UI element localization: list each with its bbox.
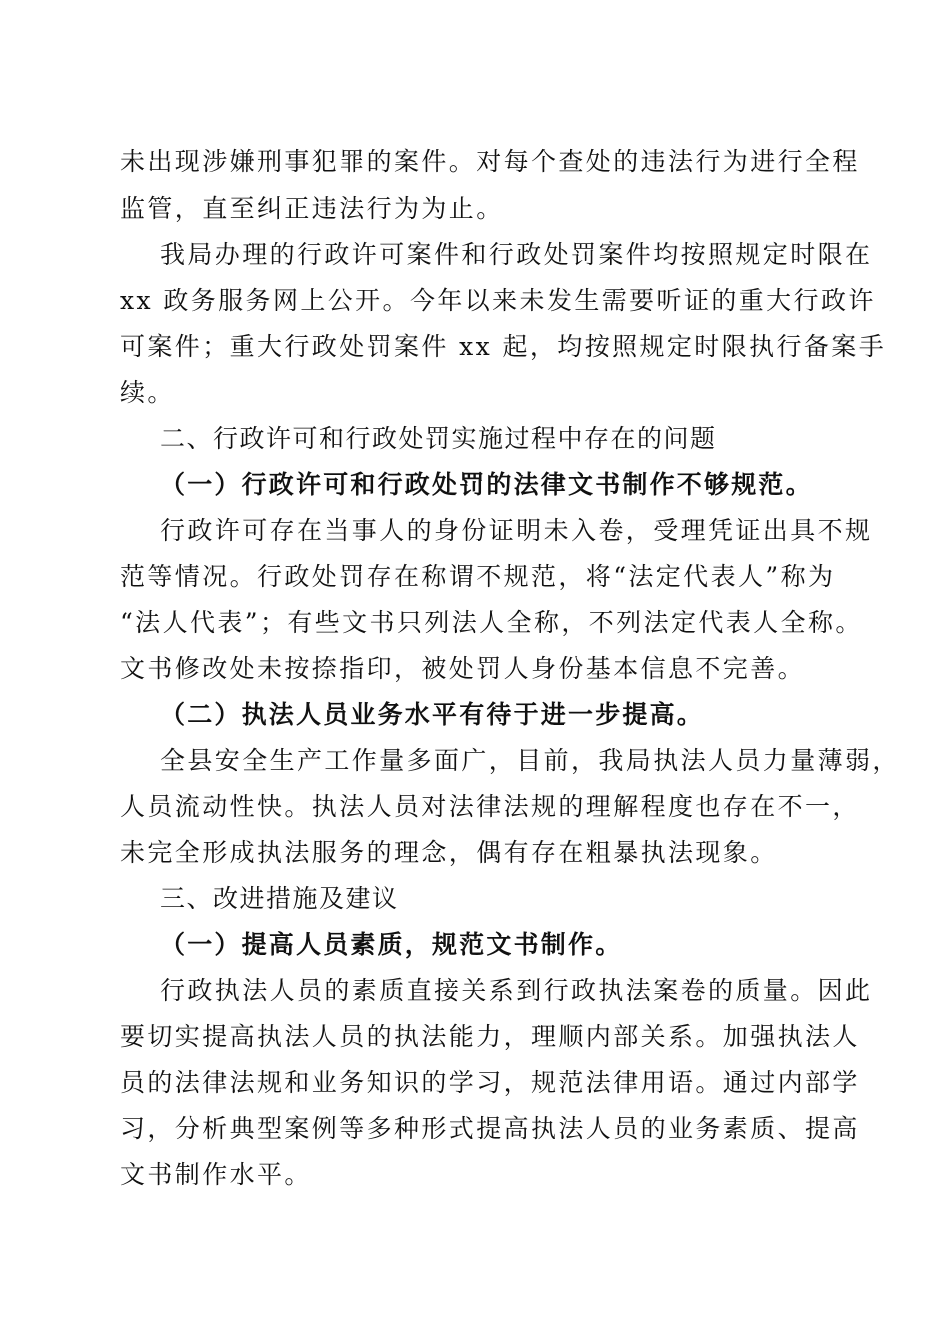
paragraph-line: 未出现涉嫌刑事犯罪的案件。对每个查处的违法行为进行全程 [120, 147, 860, 176]
subsection-heading: （一）行政许可和行政处罚的法律文书制作不够规范。 [160, 470, 813, 499]
paragraph-line: 习，分析典型案例等多种形式提高执法人员的业务素质、提高 [120, 1114, 860, 1143]
section-heading: 三、改进措施及建议 [160, 884, 399, 913]
paragraph-line: 文书修改处未按捺指印，被处罚人身份基本信息不完善。 [120, 654, 806, 683]
subsection-heading: （二）执法人员业务水平有待于进一步提高。 [160, 700, 705, 729]
paragraph-line: 人员流动性快。执法人员对法律法规的理解程度也存在不一， [120, 792, 860, 821]
paragraph-line: 要切实提高执法人员的执法能力，理顺内部关系。加强执法人 [120, 1022, 860, 1051]
paragraph-line: xx 政务服务网上公开。今年以来未发生需要听证的重大行政许 [120, 286, 876, 315]
paragraph-line: 可案件；重大行政处罚案件 xx 起，均按照规定时限执行备案手 [120, 332, 887, 361]
paragraph-line: 续。 [120, 378, 175, 407]
paragraph-line: 行政执法人员的素质直接关系到行政执法案卷的质量。因此 [160, 976, 873, 1005]
section-heading: 二、行政许可和行政处罚实施过程中存在的问题 [160, 424, 717, 453]
paragraph-line: 我局办理的行政许可案件和行政处罚案件均按照规定时限在 [160, 240, 873, 269]
paragraph-line: “法人代表”；有些文书只列法人全称，不列法定代表人全称。 [120, 608, 863, 637]
subsection-heading: （一）提高人员素质，规范文书制作。 [160, 930, 623, 959]
paragraph-line: 未完全形成执法服务的理念，偶有存在粗暴执法现象。 [120, 838, 778, 867]
paragraph-line: 全县安全生产工作量多面广，目前，我局执法人员力量薄弱， [160, 746, 900, 775]
paragraph-line: 范等情况。行政处罚存在称谓不规范，将“法定代表人”称为 [120, 562, 836, 591]
paragraph-line: 行政许可存在当事人的身份证明未入卷，受理凭证出具不规 [160, 516, 873, 545]
paragraph-line: 文书制作水平。 [120, 1160, 312, 1189]
paragraph-line: 监管，直至纠正违法行为为止。 [120, 194, 504, 223]
paragraph-line: 员的法律法规和业务知识的学习，规范法律用语。通过内部学 [120, 1068, 860, 1097]
